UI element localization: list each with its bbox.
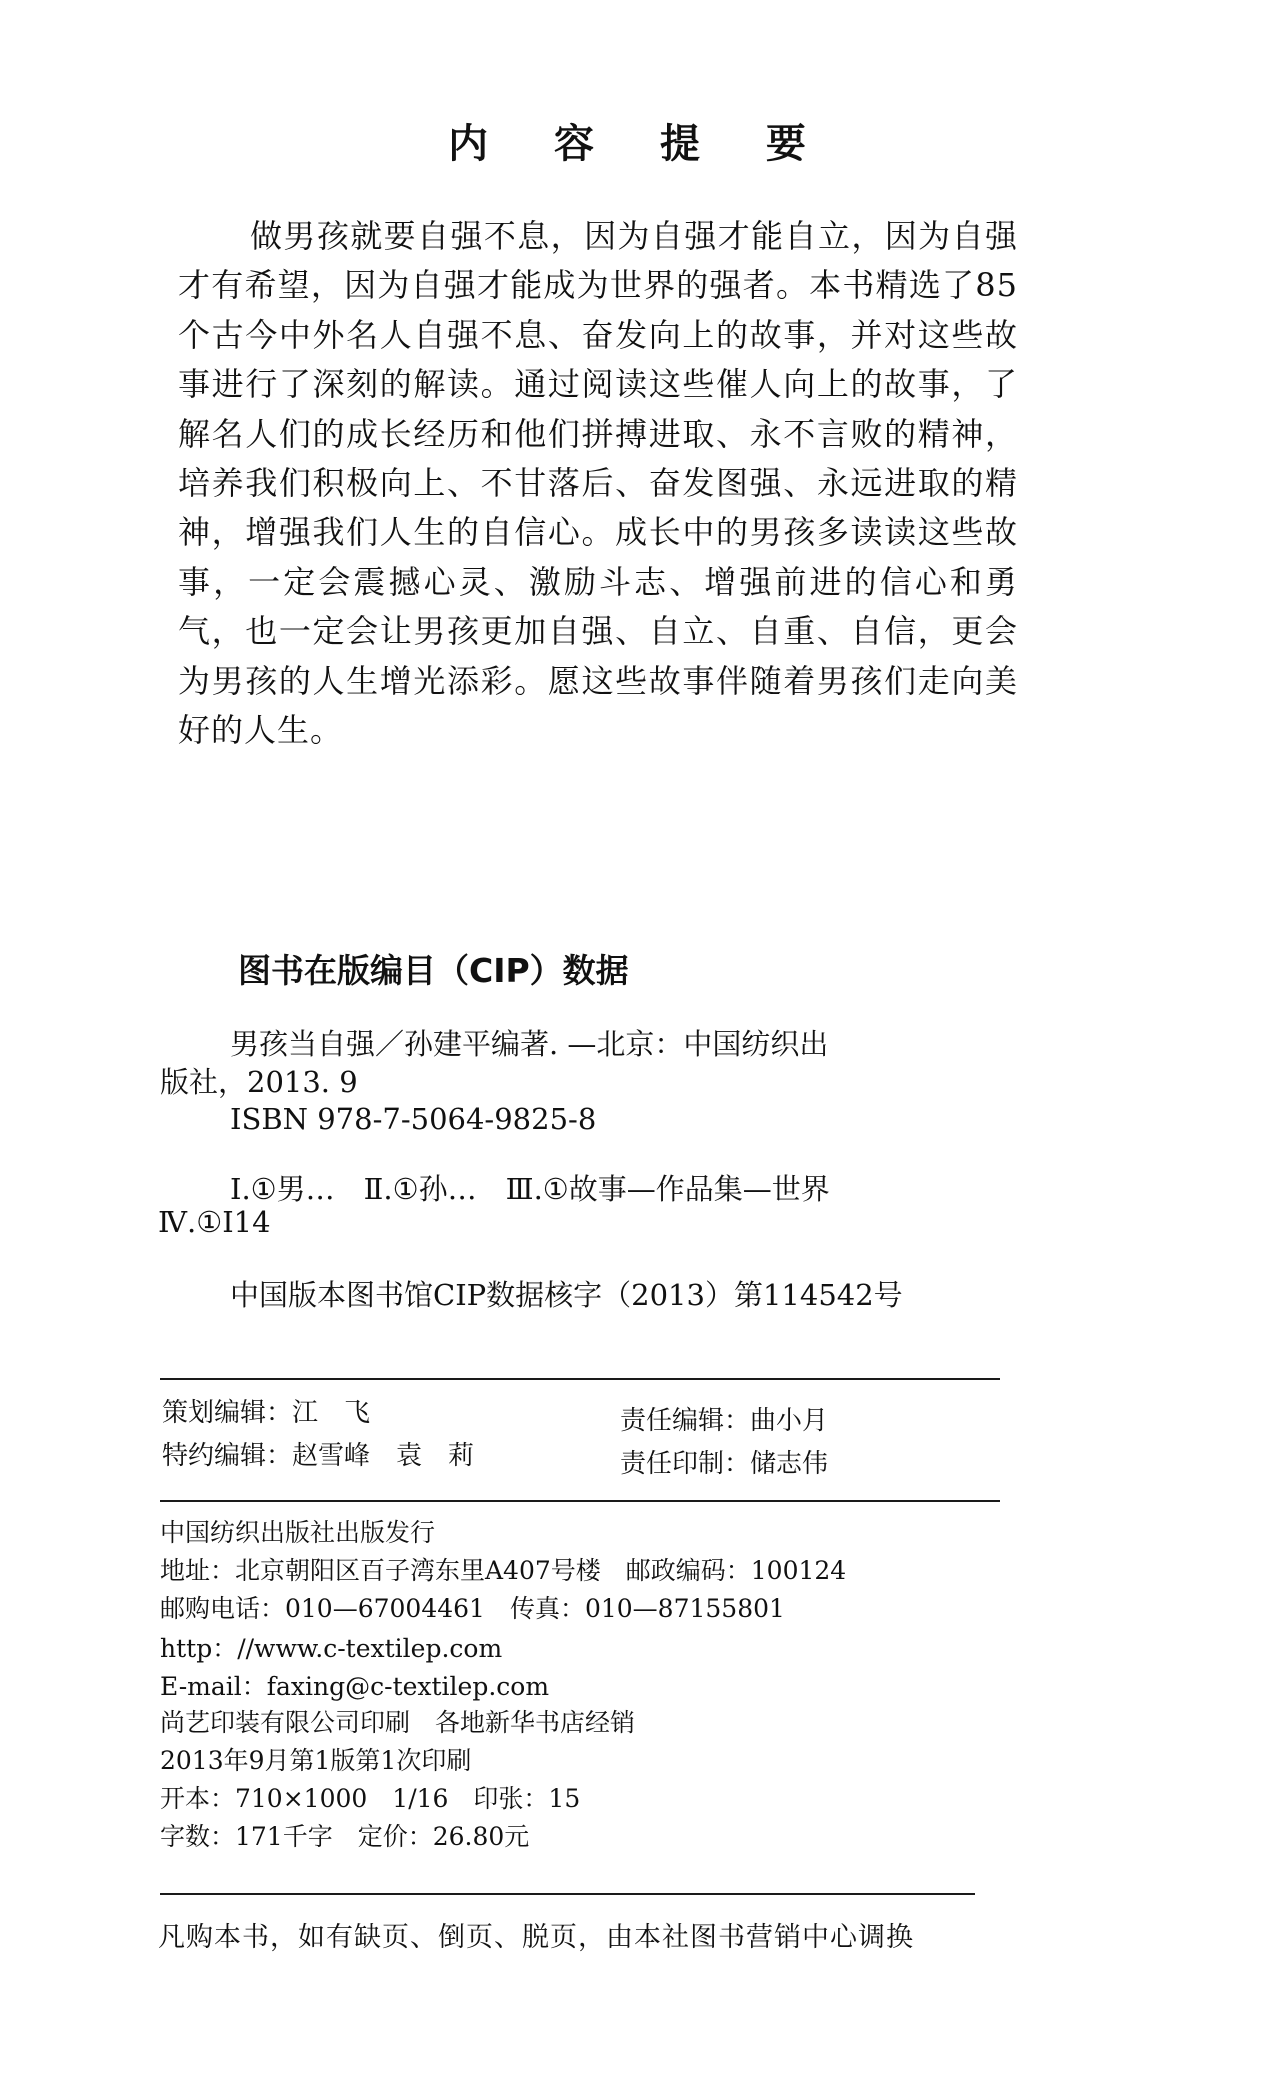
special-editor: 特约编辑：赵雪峰 袁 莉 [162, 1441, 475, 1471]
publisher-website: http：//www.c-textilep.com [160, 1634, 503, 1663]
edition-info: 2013年9月第1版第1次印刷 [160, 1746, 472, 1775]
cip-classification: Ⅰ.①男… Ⅱ.①孙… Ⅲ.①故事—作品集—世界 [230, 1172, 830, 1206]
responsible-printing: 责任印制：储志伟 [620, 1449, 829, 1479]
cip-heading: 图书在版编目（CIP）数据 [238, 951, 629, 990]
printer-info: 尚艺印装有限公司印刷 各地新华书店经销 [160, 1708, 636, 1737]
divider-rule [160, 1378, 1000, 1380]
replacement-notice: 凡购本书，如有缺页、倒页、脱页，由本社图书营销中心调换 [158, 1922, 914, 1953]
summary-title: 内 容 提 要 [448, 121, 832, 167]
divider-rule [160, 1893, 975, 1895]
publisher-phones: 邮购电话：010—67004461 传真：010—87155801 [160, 1594, 785, 1623]
format-info: 开本：710×1000 1/16 印张：15 [160, 1784, 581, 1813]
planning-editor: 策划编辑：江 飞 [162, 1398, 371, 1428]
divider-rule [160, 1500, 1000, 1502]
cip-classification-cont: Ⅳ.①I14 [158, 1205, 271, 1239]
responsible-editor: 责任编辑：曲小月 [620, 1406, 829, 1436]
cip-title-line-cont: 版社，2013. 9 [160, 1065, 358, 1099]
publisher-address: 地址：北京朝阳区百子湾东里A407号楼 邮政编码：100124 [160, 1556, 847, 1585]
cip-record-number: 中国版本图书馆CIP数据核字（2013）第114542号 [230, 1278, 903, 1312]
cip-title-line: 男孩当自强／孙建平编著. —北京：中国纺织出 [230, 1027, 829, 1061]
summary-body [178, 212, 1018, 755]
cip-isbn: ISBN 978-7-5064-9825-8 [230, 1102, 597, 1136]
publisher-issuer: 中国纺织出版社出版发行 [160, 1518, 436, 1547]
summary-paragraph: 做男孩就要自强不息，因为自强才能自立，因为自强才有希望，因为自强才能成为世界的强者。本书精选了85个古今中外名人自强不息、奋发向上的故事，并对这些故事进行了深刻的解读。通过阅读这些催人向上的故事，了解名人们的成长经历和他们拼搏进取、永不言败的精神，培养我们积极向上、不甘落后、奋发图强、永远进取的精神，增强我们人生的自信心。成长中的男孩多读读这些故事，一定会震撼心灵、激励斗志、增强前进的信心和勇气，也一定会让男孩更加自强、自立、自重、自信，更会为男孩的人生增光添彩。愿这些故事伴随着男孩们走向美好的人生。 [178, 217, 1018, 750]
publisher-email: E-mail：faxing@c-textilep.com [160, 1672, 550, 1701]
words-price-info: 字数：171千字 定价：26.80元 [160, 1822, 530, 1851]
